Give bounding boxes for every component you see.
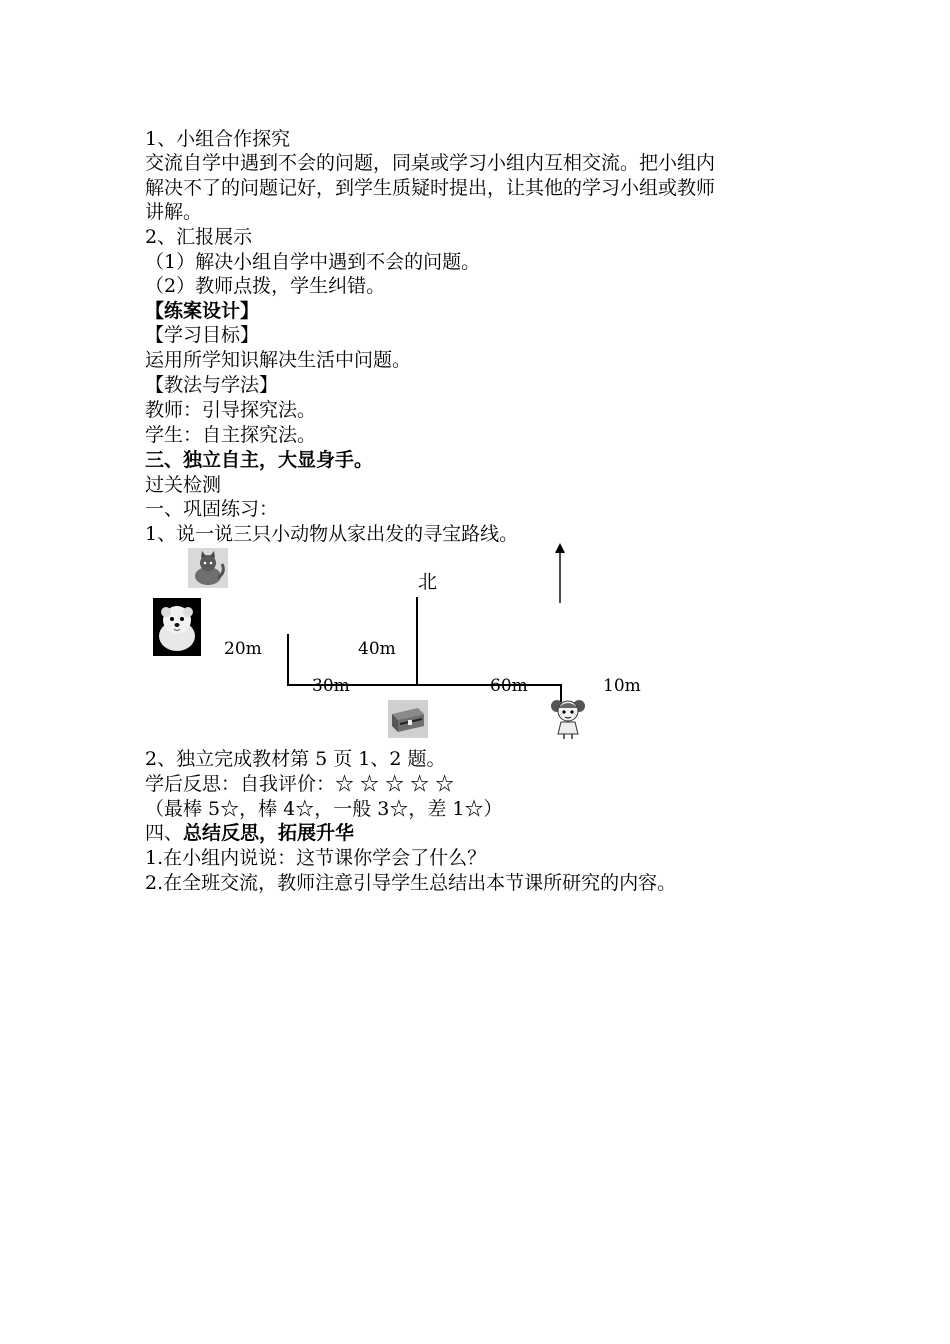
paragraph-line: 解决不了的问题记好，到学生质疑时提出，让其他的学习小组或教师	[145, 177, 716, 199]
north-arrow-icon	[551, 543, 569, 605]
paragraph-line: 交流自学中遇到不会的问题，同桌或学习小组内互相交流。把小组内	[145, 152, 716, 174]
section-prefix: 四、	[145, 822, 184, 844]
list-item: （2）教师点拨，学生纠错。	[145, 275, 386, 297]
cat-icon	[188, 548, 228, 588]
heading-exercise-design: 【练案设计】	[145, 300, 260, 322]
paragraph-line: 讲解。	[145, 201, 203, 223]
heading-methods: 【教法与学法】	[145, 374, 279, 396]
rating-legend: （最棒 5☆，棒 4☆，一般 3☆，差 1☆）	[145, 798, 503, 820]
distance-label: 30m	[312, 676, 350, 696]
paragraph-line: 教师：引导探究法。	[145, 399, 317, 421]
exercise-question: 2、独立完成教材第 5 页 1、2 题。	[145, 748, 446, 770]
distance-label: 60m	[490, 676, 528, 696]
girl-icon	[548, 696, 588, 740]
route-line	[560, 684, 562, 702]
list-item: 2.在全班交流，教师注意引导学生总结出本节课所研究的内容。	[145, 872, 677, 894]
exercise-question: 1、说一说三只小动物从家出发的寻宝路线。	[145, 523, 519, 545]
heading-section-three: 三、独立自主，大显身手。	[145, 449, 374, 471]
route-line	[416, 597, 418, 685]
heading-consolidation: 一、巩固练习：	[145, 498, 279, 520]
heading-section-four	[145, 821, 354, 845]
north-label: 北	[418, 571, 438, 593]
heading-group-inquiry: 1、小组合作探究	[145, 128, 291, 150]
puppy-icon	[153, 598, 201, 656]
heading-report: 2、汇报展示	[145, 226, 253, 248]
list-item: （1）解决小组自学中遇到不会的问题。	[145, 251, 481, 273]
self-evaluation: 学后反思：自我评价：☆ ☆ ☆ ☆ ☆	[145, 773, 455, 795]
distance-label: 40m	[358, 639, 396, 659]
paragraph-line: 过关检测	[145, 474, 222, 496]
route-line	[287, 634, 289, 685]
paragraph-line: 学生：自主探究法。	[145, 424, 317, 446]
list-item: 1.在小组内说说：这节课你学会了什么？	[145, 847, 487, 869]
section-title: 总结反思，拓展升华	[183, 822, 355, 844]
distance-label: 20m	[224, 639, 262, 659]
treasure-box-icon	[388, 700, 428, 738]
paragraph-line: 运用所学知识解决生活中问题。	[145, 349, 412, 371]
heading-learning-goal: 【学习目标】	[145, 324, 260, 346]
distance-label: 10m	[603, 676, 641, 696]
